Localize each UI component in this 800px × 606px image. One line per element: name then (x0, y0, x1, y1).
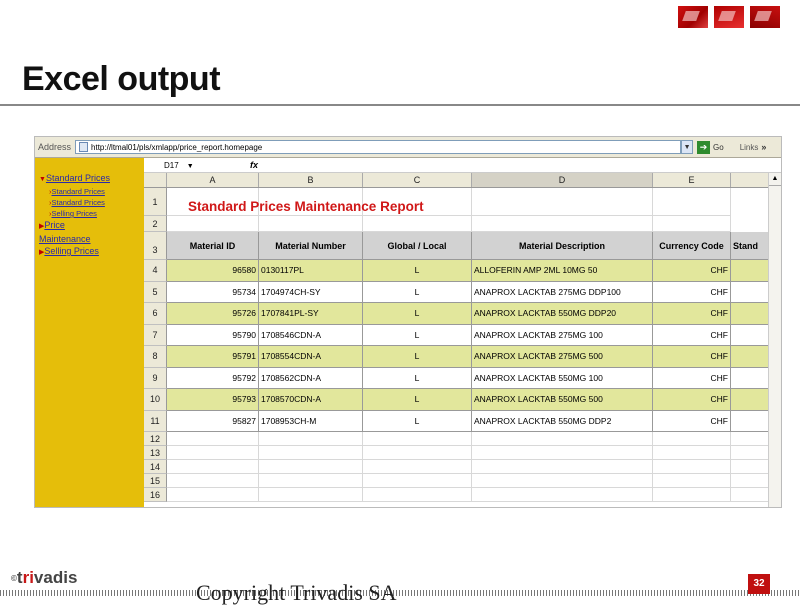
chevron-right-icon: › (49, 198, 52, 207)
copyright-text: Copyright Trivadis SA (196, 580, 397, 605)
page-number: 32 (748, 574, 770, 594)
cell-currency-code[interactable]: CHF (653, 346, 731, 368)
cell-material-id[interactable]: 95726 (167, 303, 259, 325)
cell[interactable] (167, 432, 259, 446)
cell-material-description[interactable]: ANAPROX LACKTAB 550MG DDP2 (472, 411, 653, 433)
address-label: Address (38, 142, 72, 152)
header-cell-standard[interactable]: Stand (731, 232, 769, 260)
cell-material-description[interactable]: ANAPROX LACKTAB 550MG DDP20 (472, 303, 653, 325)
cell-material-number[interactable]: 1707841PL-SY (259, 303, 363, 325)
cell[interactable] (167, 460, 259, 474)
cell-currency-code[interactable]: CHF (653, 260, 731, 282)
cell-material-number[interactable]: 1704974CH-SY (259, 282, 363, 304)
cell[interactable] (363, 432, 472, 446)
cell-material-description[interactable]: ANAPROX LACKTAB 550MG 100 (472, 368, 653, 390)
cell[interactable] (167, 446, 259, 460)
sidebar-subitem[interactable] (49, 186, 143, 197)
cell[interactable] (363, 474, 472, 488)
title-divider (0, 104, 800, 106)
cell[interactable] (653, 446, 731, 460)
cell[interactable] (731, 432, 769, 446)
slide-title: Excel output (22, 60, 221, 98)
expanded-triangle-icon: ▼ (39, 176, 46, 183)
cell-material-id[interactable]: 95790 (167, 325, 259, 347)
sidebar-link-standard-prices[interactable]: Standard Prices (45, 173, 110, 183)
cell-standard[interactable] (731, 325, 769, 347)
cell[interactable] (653, 460, 731, 474)
cell-standard[interactable] (731, 368, 769, 390)
cell-material-number[interactable]: 0130117PL (259, 260, 363, 282)
row-header[interactable]: 14 (144, 460, 167, 474)
cell[interactable] (472, 460, 653, 474)
cell[interactable] (167, 216, 259, 232)
cell-global-local[interactable]: L (363, 325, 472, 347)
cell-material-description[interactable]: ALLOFERIN AMP 2ML 10MG 50 (472, 260, 653, 282)
cell-material-id[interactable]: 95791 (167, 346, 259, 368)
scroll-up-icon[interactable]: ▲ (769, 173, 781, 186)
row-header[interactable]: 11 (144, 411, 167, 433)
cell[interactable] (259, 460, 363, 474)
report-title: Standard Prices Maintenance Report (188, 199, 424, 214)
row-header[interactable]: 7 (144, 325, 167, 347)
row-header[interactable]: 6 (144, 303, 167, 325)
go-button[interactable] (697, 141, 724, 154)
dropdown-arrow-icon[interactable]: ▼ (186, 162, 194, 170)
cell[interactable] (653, 188, 731, 216)
cell[interactable] (472, 216, 653, 232)
browser-screenshot (34, 136, 782, 508)
logo-image-2 (714, 6, 744, 28)
name-box-value: D17 (164, 160, 179, 170)
brand-logo (11, 568, 81, 588)
copyright-symbol: © (11, 574, 17, 584)
logo-image-3 (750, 6, 780, 28)
column-header-f[interactable] (731, 173, 769, 187)
cell[interactable] (653, 432, 731, 446)
cell-material-id[interactable]: 95793 (167, 389, 259, 411)
column-header-d[interactable]: D (472, 173, 653, 187)
cell-material-description[interactable]: ANAPROX LACKTAB 275MG 100 (472, 325, 653, 347)
cell-material-number[interactable]: 1708562CDN-A (259, 368, 363, 390)
chevron-right-icon: › (49, 187, 52, 196)
row-header[interactable]: 2 (144, 216, 167, 232)
formula-bar (144, 158, 781, 173)
column-header-e[interactable]: E (653, 173, 731, 187)
row-header[interactable]: 10 (144, 389, 167, 411)
sidebar-link-selling-prices[interactable]: Selling Prices (44, 246, 99, 256)
cell[interactable] (731, 460, 769, 474)
page-icon (79, 142, 88, 152)
cell-material-description[interactable]: ANAPROX LACKTAB 275MG 500 (472, 346, 653, 368)
column-headers (144, 173, 781, 188)
header-cell-material-number[interactable]: Material Number (259, 232, 363, 260)
select-all-corner[interactable] (144, 173, 167, 187)
cell-global-local[interactable]: L (363, 282, 472, 304)
row-header[interactable]: 1 (144, 188, 167, 216)
cell-material-number[interactable]: 1708570CDN-A (259, 389, 363, 411)
cell[interactable] (472, 188, 653, 216)
cell[interactable] (653, 474, 731, 488)
cell-material-number[interactable]: 1708554CDN-A (259, 346, 363, 368)
cell-global-local[interactable]: L (363, 346, 472, 368)
cell-currency-code[interactable]: CHF (653, 303, 731, 325)
row-header[interactable]: 9 (144, 368, 167, 390)
cell[interactable] (259, 446, 363, 460)
cell-standard[interactable] (731, 260, 769, 282)
cell-standard[interactable] (731, 303, 769, 325)
cell-material-id[interactable]: 95792 (167, 368, 259, 390)
logo-image-1 (678, 6, 708, 28)
cell[interactable] (363, 446, 472, 460)
column-header-a[interactable]: A (167, 173, 259, 187)
cell[interactable] (731, 446, 769, 460)
footer-divider (0, 590, 800, 596)
sidebar-link-maintenance[interactable]: Maintenance (39, 234, 91, 244)
cell-standard[interactable] (731, 282, 769, 304)
url-text: http://ltmal01/pls/xmlapp/price_report.homepage (91, 142, 263, 152)
header-logos (678, 6, 780, 28)
vertical-scrollbar[interactable] (768, 173, 781, 507)
go-arrow-icon: ➔ (697, 141, 710, 154)
cell[interactable] (731, 488, 769, 502)
sidebar-sublink-selling-prices[interactable]: Selling Prices (51, 209, 97, 218)
sidebar-item-selling-prices[interactable] (39, 245, 143, 259)
row-header[interactable]: 12 (144, 432, 167, 446)
cell[interactable] (167, 474, 259, 488)
name-box[interactable] (164, 161, 224, 170)
cell-standard[interactable] (731, 411, 769, 433)
cell-standard[interactable] (731, 346, 769, 368)
brand-t: t (16, 568, 23, 587)
cell-standard[interactable] (731, 389, 769, 411)
cell[interactable] (653, 216, 731, 232)
cell[interactable] (472, 474, 653, 488)
sidebar-nav (39, 172, 143, 259)
column-header-c[interactable]: C (363, 173, 472, 187)
collapsed-triangle-icon: ▶ (39, 249, 45, 256)
row-header[interactable]: 5 (144, 282, 167, 304)
cell-currency-code[interactable]: CHF (653, 282, 731, 304)
cell[interactable] (259, 474, 363, 488)
cell-material-number[interactable]: 1708953CH-M (259, 411, 363, 433)
sidebar-link-price[interactable]: Price (44, 220, 65, 230)
cell-material-id[interactable]: 95734 (167, 282, 259, 304)
sidebar-item-price-maintenance[interactable] (39, 219, 143, 245)
cell[interactable] (472, 488, 653, 502)
cell-global-local[interactable]: L (363, 260, 472, 282)
cell[interactable] (731, 474, 769, 488)
cell[interactable] (259, 488, 363, 502)
cell-currency-code[interactable]: CHF (653, 389, 731, 411)
cell-global-local[interactable]: L (363, 303, 472, 325)
cell-currency-code[interactable]: CHF (653, 368, 731, 390)
row-header[interactable]: 13 (144, 446, 167, 460)
links-button[interactable]: Links (739, 142, 759, 152)
brand-vadis: vadis (33, 568, 78, 587)
cell-material-description[interactable]: ANAPROX LACKTAB 550MG 500 (472, 389, 653, 411)
cell-material-description[interactable]: ANAPROX LACKTAB 275MG DDP100 (472, 282, 653, 304)
cell[interactable] (259, 432, 363, 446)
cell-global-local[interactable]: L (363, 368, 472, 390)
url-input[interactable] (75, 140, 681, 154)
sidebar-subitem[interactable] (49, 197, 143, 208)
links-chevron-icon[interactable]: » (761, 142, 767, 152)
cell-global-local[interactable]: L (363, 389, 472, 411)
cell-global-local[interactable]: L (363, 411, 472, 433)
cell[interactable] (167, 488, 259, 502)
cell-currency-code[interactable]: CHF (653, 411, 731, 433)
sidebar-subitem[interactable] (49, 208, 143, 219)
row-header[interactable]: 4 (144, 260, 167, 282)
sidebar-sublink-standard-prices-1[interactable]: Standard Prices (51, 187, 105, 196)
cell[interactable] (259, 216, 363, 232)
address-bar (35, 137, 781, 158)
column-header-b[interactable]: B (259, 173, 363, 187)
cell-currency-code[interactable]: CHF (653, 325, 731, 347)
cell[interactable] (363, 488, 472, 502)
cell-material-id[interactable]: 96580 (167, 260, 259, 282)
cell[interactable] (472, 432, 653, 446)
header-cell-global-local[interactable]: Global / Local (363, 232, 472, 260)
cell-material-number[interactable]: 1708546CDN-A (259, 325, 363, 347)
header-cell-material-id[interactable]: Material ID (167, 232, 259, 260)
cell-material-id[interactable]: 95827 (167, 411, 259, 433)
cell[interactable] (653, 488, 731, 502)
sidebar (35, 158, 144, 507)
cell[interactable] (363, 216, 472, 232)
header-cell-currency-code[interactable]: Currency Code (653, 232, 731, 260)
row-header[interactable]: 16 (144, 488, 167, 502)
sidebar-item-standard-prices[interactable] (39, 172, 143, 186)
row-header[interactable]: 8 (144, 346, 167, 368)
collapsed-triangle-icon: ▶ (39, 223, 45, 230)
header-cell-material-description[interactable]: Material Description (472, 232, 653, 260)
excel-sheet (144, 158, 781, 507)
row-header[interactable]: 3 (144, 232, 167, 260)
cell[interactable] (472, 446, 653, 460)
url-dropdown-button[interactable]: ▼ (681, 140, 693, 154)
row-header[interactable]: 15 (144, 474, 167, 488)
chevron-right-icon: › (49, 209, 52, 218)
brand-ri: ri (22, 568, 34, 587)
sidebar-sublink-standard-prices-2[interactable]: Standard Prices (51, 198, 105, 207)
go-label: Go (713, 142, 724, 152)
cell[interactable] (363, 460, 472, 474)
fx-icon[interactable]: fx (250, 160, 259, 170)
